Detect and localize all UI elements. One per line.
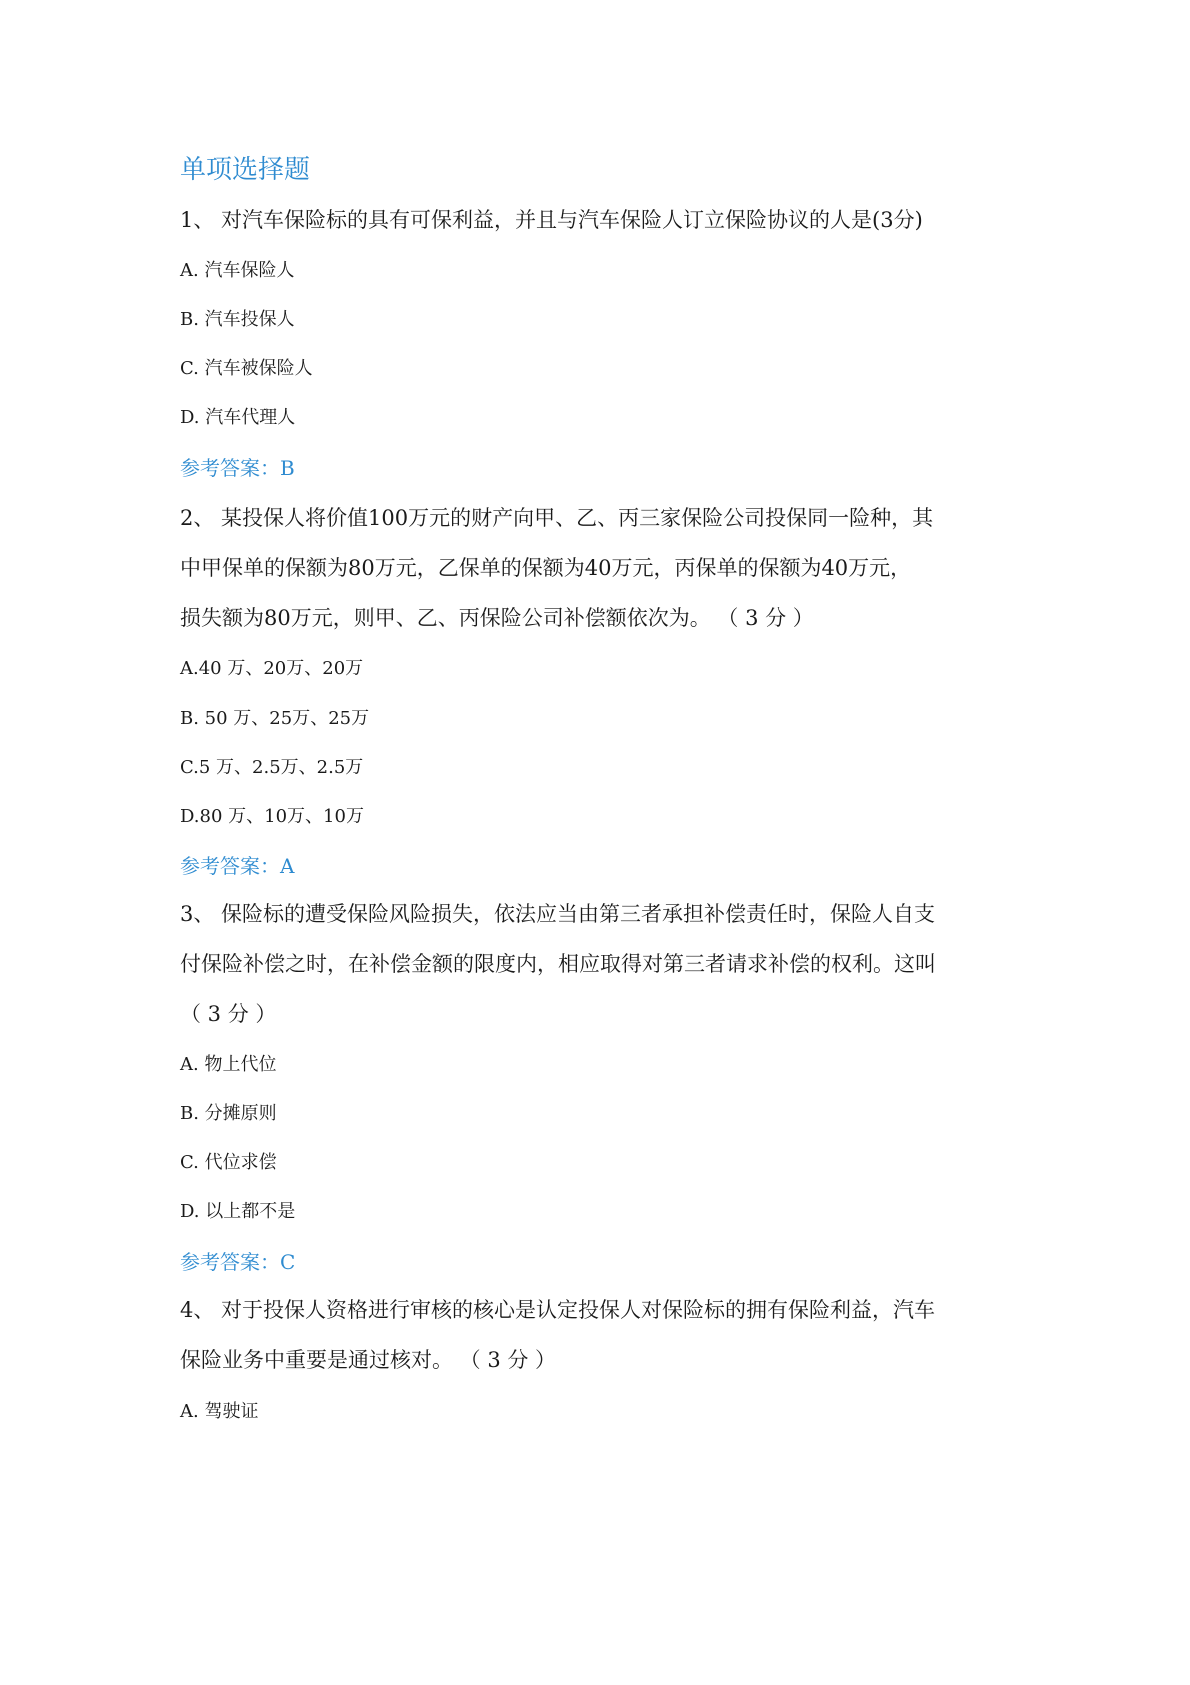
question-2-option-a: A.40 万、20万、20万 <box>180 658 364 679</box>
question-3-option-d: D. 以上都不是 <box>180 1201 296 1222</box>
question-3-option-a: A. 物上代位 <box>180 1054 277 1075</box>
question-1-answer: 参考答案：B <box>180 456 295 480</box>
question-2-option-d: D.80 万、10万、10万 <box>180 806 364 827</box>
question-3-option-c: C. 代位求偿 <box>180 1152 277 1173</box>
question-2-line-3: 损失额为80万元，则甲、乙、丙保险公司补偿额依次为。 （ 3 分 ） <box>180 606 814 630</box>
question-3-line-3: （ 3 分 ） <box>180 1002 277 1026</box>
question-3-answer: 参考答案：C <box>180 1250 296 1274</box>
question-3-line-1: 3、 保险标的遭受保险风险损失，依法应当由第三者承担补偿责任时，保险人自支 <box>180 902 936 926</box>
question-3-option-b: B. 分摊原则 <box>180 1103 277 1124</box>
question-4-line-1: 4、 对于投保人资格进行审核的核心是认定投保人对保险标的拥有保险利益，汽车 <box>180 1298 936 1322</box>
question-2-answer: 参考答案：A <box>180 854 295 878</box>
question-1-option-b: B. 汽车投保人 <box>180 309 295 330</box>
question-4-line-2: 保险业务中重要是通过核对。 （ 3 分 ） <box>180 1348 557 1372</box>
question-1-line-1: 1、 对汽车保险标的具有可保利益，并且与汽车保险人订立保险协议的人是(3分) <box>180 208 923 232</box>
question-3-line-2: 付保险补偿之时，在补偿金额的限度内，相应取得对第三者请求补偿的权利。这叫 <box>180 952 936 976</box>
section-title: 单项选择题 <box>180 155 311 185</box>
question-2-line-2: 中甲保单的保额为80万元，乙保单的保额为40万元，丙保单的保额为40万元， <box>180 556 912 580</box>
question-4-option-a: A. 驾驶证 <box>180 1401 259 1422</box>
question-2-line-1: 2、 某投保人将价值100万元的财产向甲、乙、丙三家保险公司投保同一险种，其 <box>180 506 934 530</box>
question-1-option-d: D. 汽车代理人 <box>180 407 296 428</box>
question-2-option-b: B. 50 万、25万、25万 <box>180 708 370 729</box>
question-1-option-c: C. 汽车被保险人 <box>180 358 313 379</box>
question-1-option-a: A. 汽车保险人 <box>180 260 295 281</box>
question-2-option-c: C.5 万、2.5万、2.5万 <box>180 757 364 778</box>
